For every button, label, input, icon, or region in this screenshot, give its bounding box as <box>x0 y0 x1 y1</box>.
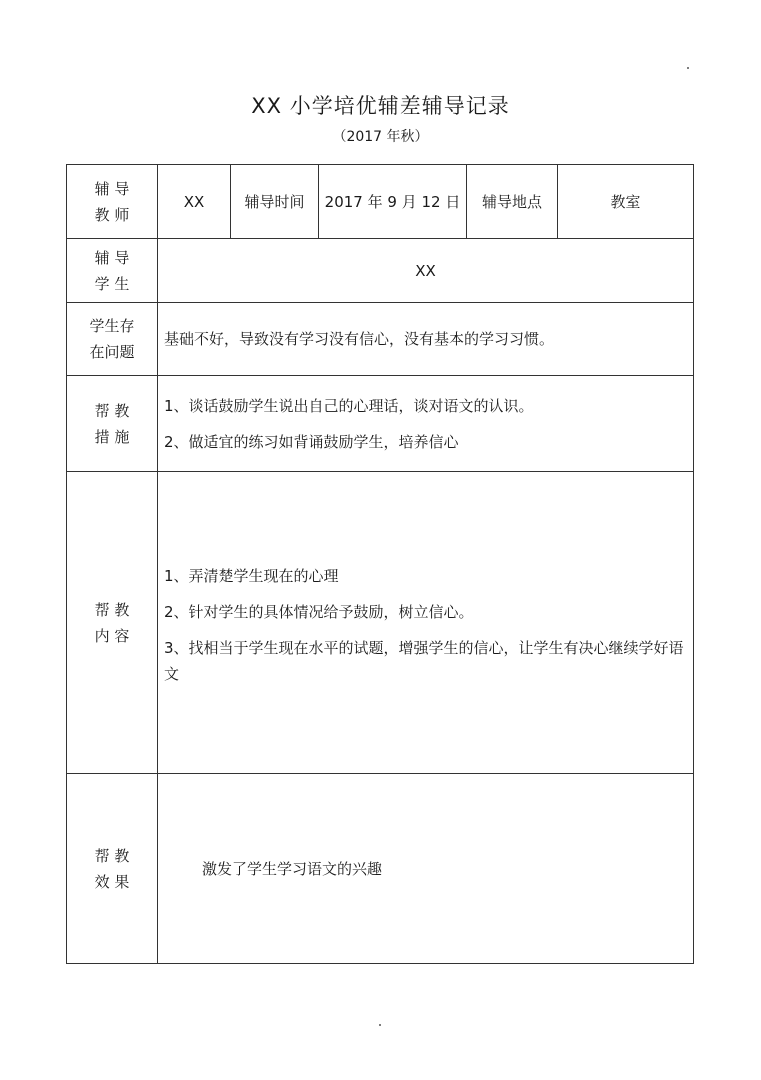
time-label: 辅导时间 <box>231 165 319 239</box>
row-measures <box>67 376 694 472</box>
time-value: 2017 年 9 月 12 日 <box>319 165 467 239</box>
measure-item: 1、谈话鼓励学生说出自己的心理话，谈对语文的认识。 <box>164 396 534 415</box>
content-label: 帮 教 内 容 <box>67 472 158 774</box>
content-item: 3、找相当于学生现在水平的试题，增强学生的信心，让学生有决心继续学好语文 <box>164 639 684 683</box>
row-effect <box>67 774 694 964</box>
page-title: XX 小学培优辅差辅导记录 <box>251 94 510 118</box>
problems-value: 基础不好，导致没有学习没有信心，没有基本的学习习惯。 <box>158 303 694 376</box>
place-label: 辅导地点 <box>467 165 558 239</box>
content-list <box>158 472 694 774</box>
effect-value: 激发了学生学习语文的兴趣 <box>158 774 694 964</box>
content-item: 2、针对学生的具体情况给予鼓励，树立信心。 <box>164 603 474 621</box>
measures-list <box>158 376 694 472</box>
teacher-label: 辅 导 教 师 <box>67 165 158 239</box>
content-item: 1、弄清楚学生现在的心理 <box>164 567 339 585</box>
place-value: 教室 <box>558 165 694 239</box>
row-content <box>67 472 694 774</box>
tutoring-record-table <box>66 164 694 964</box>
student-label: 辅 导 学 生 <box>67 239 158 303</box>
row-problems <box>67 303 694 376</box>
row-student <box>67 239 694 303</box>
student-value: XX <box>158 239 694 303</box>
measure-item: 2、做适宜的练习如背诵鼓励学生，培养信心 <box>164 432 459 451</box>
effect-label: 帮 教 效 果 <box>67 774 158 964</box>
measures-label: 帮 教 措 施 <box>67 376 158 472</box>
teacher-value: XX <box>158 165 231 239</box>
bottom-center-mark <box>379 1024 381 1026</box>
row-teacher-info <box>67 165 694 239</box>
problems-label: 学生存 在问题 <box>67 303 158 376</box>
page-subtitle: （2017 年秋） <box>332 129 429 145</box>
top-corner-mark <box>687 67 689 69</box>
